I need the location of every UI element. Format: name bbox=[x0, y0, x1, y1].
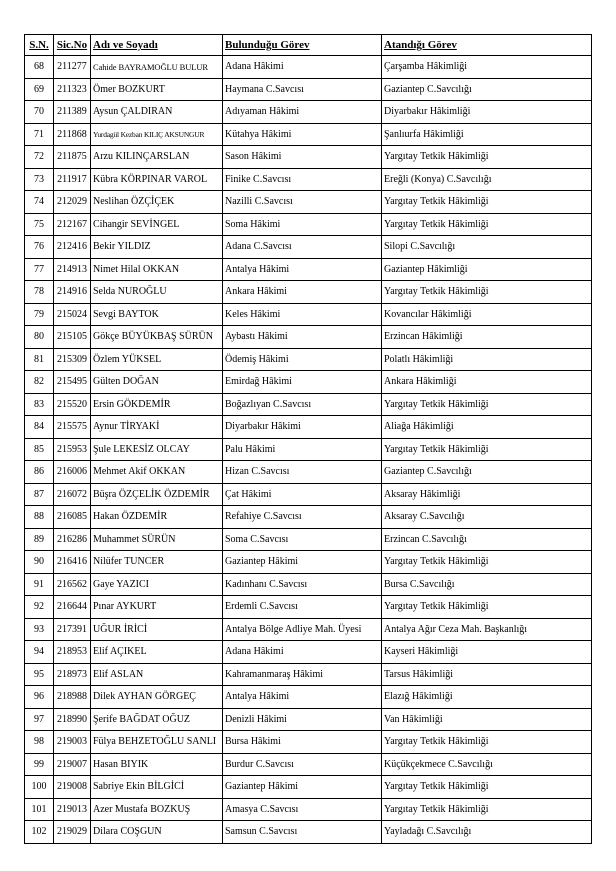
cell-name: Cihangir SEVİNGEL bbox=[91, 213, 223, 236]
table-row bbox=[25, 483, 592, 506]
cell-name: Kübra KÖRPINAR VAROL bbox=[91, 168, 223, 191]
table-body bbox=[25, 56, 592, 844]
cell-assigned-post: Yargıtay Tetkik Hâkimliği bbox=[382, 596, 592, 619]
cell-assigned-post: Yargıtay Tetkik Hâkimliği bbox=[382, 393, 592, 416]
cell-current-post: Gaziantep Hâkimi bbox=[223, 551, 382, 574]
cell-sn: 99 bbox=[25, 753, 54, 776]
cell-sn: 74 bbox=[25, 191, 54, 214]
cell-name: Pınar AYKURT bbox=[91, 596, 223, 619]
cell-current-post: Gaziantep Hâkimi bbox=[223, 776, 382, 799]
cell-current-post: Palu Hâkimi bbox=[223, 438, 382, 461]
cell-assigned-post: Aksaray Hâkimliği bbox=[382, 483, 592, 506]
cell-assigned-post: Yayladağı C.Savcılığı bbox=[382, 821, 592, 844]
cell-assigned-post: Aksaray C.Savcılığı bbox=[382, 506, 592, 529]
cell-name: Gaye YAZICI bbox=[91, 573, 223, 596]
cell-sn: 102 bbox=[25, 821, 54, 844]
cell-sicno: 211868 bbox=[54, 123, 91, 146]
cell-sicno: 218973 bbox=[54, 663, 91, 686]
cell-current-post: Erdemli C.Savcısı bbox=[223, 596, 382, 619]
cell-sn: 89 bbox=[25, 528, 54, 551]
cell-current-post: Bursa Hâkimi bbox=[223, 731, 382, 754]
cell-current-post: Ankara Hâkimi bbox=[223, 281, 382, 304]
cell-assigned-post: Silopi C.Savcılığı bbox=[382, 236, 592, 259]
cell-assigned-post: Gaziantep C.Savcılığı bbox=[382, 461, 592, 484]
table-row bbox=[25, 528, 592, 551]
cell-sicno: 215495 bbox=[54, 371, 91, 394]
cell-current-post: Antalya Hâkimi bbox=[223, 258, 382, 281]
cell-sicno: 219008 bbox=[54, 776, 91, 799]
table-row bbox=[25, 123, 592, 146]
cell-name: Nimet Hilal OKKAN bbox=[91, 258, 223, 281]
table-row bbox=[25, 663, 592, 686]
cell-assigned-post: Yargıtay Tetkik Hâkimliği bbox=[382, 438, 592, 461]
cell-sicno: 216006 bbox=[54, 461, 91, 484]
cell-assigned-post: Polatlı Hâkimliği bbox=[382, 348, 592, 371]
cell-sn: 88 bbox=[25, 506, 54, 529]
cell-assigned-post: Yargıtay Tetkik Hâkimliği bbox=[382, 191, 592, 214]
appointment-table bbox=[24, 34, 592, 844]
cell-sn: 77 bbox=[25, 258, 54, 281]
cell-sn: 85 bbox=[25, 438, 54, 461]
cell-sn: 97 bbox=[25, 708, 54, 731]
cell-sicno: 211917 bbox=[54, 168, 91, 191]
table-row bbox=[25, 798, 592, 821]
cell-sicno: 215953 bbox=[54, 438, 91, 461]
cell-sn: 75 bbox=[25, 213, 54, 236]
cell-sn: 79 bbox=[25, 303, 54, 326]
cell-name: Elif AÇIKEL bbox=[91, 641, 223, 664]
cell-assigned-post: Yargıtay Tetkik Hâkimliği bbox=[382, 213, 592, 236]
table-row bbox=[25, 258, 592, 281]
table-row bbox=[25, 281, 592, 304]
cell-current-post: Hizan C.Savcısı bbox=[223, 461, 382, 484]
cell-sicno: 211389 bbox=[54, 101, 91, 124]
cell-name: Bekir YILDIZ bbox=[91, 236, 223, 259]
cell-name: Mehmet Akif OKKAN bbox=[91, 461, 223, 484]
cell-assigned-post: Erzincan Hâkimliği bbox=[382, 326, 592, 349]
cell-current-post: Samsun C.Savcısı bbox=[223, 821, 382, 844]
cell-sn: 96 bbox=[25, 686, 54, 709]
cell-name: Muhammet SÜRÜN bbox=[91, 528, 223, 551]
table-row bbox=[25, 596, 592, 619]
table-row bbox=[25, 461, 592, 484]
cell-sicno: 216416 bbox=[54, 551, 91, 574]
header-current-post: Bulunduğu Görev bbox=[223, 35, 382, 56]
cell-assigned-post: Antalya Ağır Ceza Mah. Başkanlığı bbox=[382, 618, 592, 641]
cell-sn: 86 bbox=[25, 461, 54, 484]
cell-current-post: Refahiye C.Savcısı bbox=[223, 506, 382, 529]
cell-assigned-post: Gaziantep Hâkimliği bbox=[382, 258, 592, 281]
cell-name: Dilara COŞGUN bbox=[91, 821, 223, 844]
table-row bbox=[25, 731, 592, 754]
cell-sicno: 215575 bbox=[54, 416, 91, 439]
cell-sicno: 218990 bbox=[54, 708, 91, 731]
cell-name: Ömer BOZKURT bbox=[91, 78, 223, 101]
cell-name: Şule LEKESİZ OLCAY bbox=[91, 438, 223, 461]
cell-sicno: 216644 bbox=[54, 596, 91, 619]
cell-name: Elif ASLAN bbox=[91, 663, 223, 686]
cell-sn: 84 bbox=[25, 416, 54, 439]
table-row bbox=[25, 326, 592, 349]
cell-name: Özlem YÜKSEL bbox=[91, 348, 223, 371]
cell-current-post: Boğazlıyan C.Savcısı bbox=[223, 393, 382, 416]
cell-assigned-post: Yargıtay Tetkik Hâkimliği bbox=[382, 776, 592, 799]
cell-sicno: 219029 bbox=[54, 821, 91, 844]
cell-name: Neslihan ÖZÇİÇEK bbox=[91, 191, 223, 214]
cell-sicno: 215520 bbox=[54, 393, 91, 416]
cell-name: Nilüfer TUNCER bbox=[91, 551, 223, 574]
cell-name: Büşra ÖZÇELİK ÖZDEMİR bbox=[91, 483, 223, 506]
cell-assigned-post: Elazığ Hâkimliği bbox=[382, 686, 592, 709]
cell-name: Dilek AYHAN GÖRGEÇ bbox=[91, 686, 223, 709]
cell-current-post: Soma Hâkimi bbox=[223, 213, 382, 236]
table-row bbox=[25, 56, 592, 79]
table-row bbox=[25, 821, 592, 844]
document-page bbox=[24, 34, 591, 844]
table-row bbox=[25, 618, 592, 641]
cell-name: Ersin GÖKDEMİR bbox=[91, 393, 223, 416]
header-name: Adı ve Soyadı bbox=[91, 35, 223, 56]
cell-sn: 69 bbox=[25, 78, 54, 101]
cell-current-post: Antalya Bölge Adliye Mah. Üyesi bbox=[223, 618, 382, 641]
cell-sn: 83 bbox=[25, 393, 54, 416]
cell-name: Sabriye Ekin BİLGİCİ bbox=[91, 776, 223, 799]
table-row bbox=[25, 506, 592, 529]
cell-assigned-post: Erzincan C.Savcılığı bbox=[382, 528, 592, 551]
cell-sicno: 219003 bbox=[54, 731, 91, 754]
table-row bbox=[25, 168, 592, 191]
cell-assigned-post: Kayseri Hâkimliği bbox=[382, 641, 592, 664]
cell-current-post: Nazilli C.Savcısı bbox=[223, 191, 382, 214]
cell-sn: 100 bbox=[25, 776, 54, 799]
cell-assigned-post: Van Hâkimliği bbox=[382, 708, 592, 731]
cell-assigned-post: Aliağa Hâkimliği bbox=[382, 416, 592, 439]
cell-sicno: 217391 bbox=[54, 618, 91, 641]
cell-current-post: Diyarbakır Hâkimi bbox=[223, 416, 382, 439]
cell-assigned-post: Yargıtay Tetkik Hâkimliği bbox=[382, 146, 592, 169]
table-row bbox=[25, 303, 592, 326]
cell-current-post: Kadınhanı C.Savcısı bbox=[223, 573, 382, 596]
cell-sn: 90 bbox=[25, 551, 54, 574]
cell-current-post: Soma C.Savcısı bbox=[223, 528, 382, 551]
cell-current-post: Sason Hâkimi bbox=[223, 146, 382, 169]
table-row bbox=[25, 551, 592, 574]
cell-assigned-post: Bursa C.Savcılığı bbox=[382, 573, 592, 596]
cell-sicno: 216085 bbox=[54, 506, 91, 529]
table-row bbox=[25, 686, 592, 709]
cell-assigned-post: Küçükçekmece C.Savcılığı bbox=[382, 753, 592, 776]
table-row bbox=[25, 101, 592, 124]
cell-sn: 92 bbox=[25, 596, 54, 619]
cell-current-post: Kütahya Hâkimi bbox=[223, 123, 382, 146]
table-row bbox=[25, 573, 592, 596]
cell-assigned-post: Kovancılar Hâkimliği bbox=[382, 303, 592, 326]
cell-sn: 95 bbox=[25, 663, 54, 686]
table-row bbox=[25, 708, 592, 731]
cell-name: Selda NUROĞLU bbox=[91, 281, 223, 304]
cell-sn: 81 bbox=[25, 348, 54, 371]
cell-sicno: 215309 bbox=[54, 348, 91, 371]
cell-name: Sevgi BAYTOK bbox=[91, 303, 223, 326]
header-sicno: Sic.No bbox=[54, 35, 91, 56]
cell-assigned-post: Yargıtay Tetkik Hâkimliği bbox=[382, 281, 592, 304]
cell-current-post: Burdur C.Savcısı bbox=[223, 753, 382, 776]
table-row bbox=[25, 371, 592, 394]
table-row bbox=[25, 348, 592, 371]
cell-sn: 73 bbox=[25, 168, 54, 191]
cell-assigned-post: Tarsus Hâkimliği bbox=[382, 663, 592, 686]
cell-current-post: Ödemiş Hâkimi bbox=[223, 348, 382, 371]
cell-current-post: Haymana C.Savcısı bbox=[223, 78, 382, 101]
cell-sn: 87 bbox=[25, 483, 54, 506]
cell-assigned-post: Diyarbakır Hâkimliği bbox=[382, 101, 592, 124]
cell-name: Gülten DOĞAN bbox=[91, 371, 223, 394]
header-sn: S.N. bbox=[25, 35, 54, 56]
cell-assigned-post: Ereğli (Konya) C.Savcılığı bbox=[382, 168, 592, 191]
cell-sicno: 212416 bbox=[54, 236, 91, 259]
cell-name: Yurdagül Kezban KILIÇ AKSUNGUR bbox=[91, 123, 223, 146]
cell-name: Cahide BAYRAMOĞLU BULUR bbox=[91, 56, 223, 79]
cell-sn: 80 bbox=[25, 326, 54, 349]
cell-sicno: 219013 bbox=[54, 798, 91, 821]
cell-name: Hakan ÖZDEMİR bbox=[91, 506, 223, 529]
table-row bbox=[25, 641, 592, 664]
cell-name: Hasan BIYIK bbox=[91, 753, 223, 776]
cell-sicno: 212029 bbox=[54, 191, 91, 214]
cell-current-post: Denizli Hâkimi bbox=[223, 708, 382, 731]
cell-assigned-post: Yargıtay Tetkik Hâkimliği bbox=[382, 798, 592, 821]
table-row bbox=[25, 393, 592, 416]
cell-name: Aysun ÇALDIRAN bbox=[91, 101, 223, 124]
cell-assigned-post: Yargıtay Tetkik Hâkimliği bbox=[382, 731, 592, 754]
cell-sn: 101 bbox=[25, 798, 54, 821]
cell-sicno: 219007 bbox=[54, 753, 91, 776]
cell-assigned-post: Ankara Hâkimliği bbox=[382, 371, 592, 394]
cell-sicno: 218953 bbox=[54, 641, 91, 664]
cell-current-post: Finike C.Savcısı bbox=[223, 168, 382, 191]
cell-current-post: Amasya C.Savcısı bbox=[223, 798, 382, 821]
cell-sicno: 212167 bbox=[54, 213, 91, 236]
cell-sn: 68 bbox=[25, 56, 54, 79]
cell-sn: 82 bbox=[25, 371, 54, 394]
cell-name: Azer Mustafa BOZKUŞ bbox=[91, 798, 223, 821]
table-row bbox=[25, 753, 592, 776]
cell-sicno: 216072 bbox=[54, 483, 91, 506]
cell-current-post: Adıyaman Hâkimi bbox=[223, 101, 382, 124]
cell-sicno: 216562 bbox=[54, 573, 91, 596]
cell-sicno: 211323 bbox=[54, 78, 91, 101]
cell-current-post: Kahramanmaraş Hâkimi bbox=[223, 663, 382, 686]
cell-assigned-post: Çarşamba Hâkimliği bbox=[382, 56, 592, 79]
cell-name: Fülya BEHZETOĞLU SANLI bbox=[91, 731, 223, 754]
table-row bbox=[25, 146, 592, 169]
cell-sn: 98 bbox=[25, 731, 54, 754]
cell-sn: 72 bbox=[25, 146, 54, 169]
cell-assigned-post: Gaziantep C.Savcılığı bbox=[382, 78, 592, 101]
cell-sicno: 214913 bbox=[54, 258, 91, 281]
cell-sicno: 216286 bbox=[54, 528, 91, 551]
cell-sicno: 211277 bbox=[54, 56, 91, 79]
cell-sn: 76 bbox=[25, 236, 54, 259]
table-row bbox=[25, 438, 592, 461]
cell-name: Şerife BAĞDAT OĞUZ bbox=[91, 708, 223, 731]
cell-sicno: 214916 bbox=[54, 281, 91, 304]
table-row bbox=[25, 236, 592, 259]
table-row bbox=[25, 191, 592, 214]
cell-current-post: Aybastı Hâkimi bbox=[223, 326, 382, 349]
cell-sn: 78 bbox=[25, 281, 54, 304]
cell-sicno: 215105 bbox=[54, 326, 91, 349]
header-assigned-post: Atandığı Görev bbox=[382, 35, 592, 56]
cell-current-post: Antalya Hâkimi bbox=[223, 686, 382, 709]
cell-name: Arzu KILINÇARSLAN bbox=[91, 146, 223, 169]
table-row bbox=[25, 213, 592, 236]
cell-sicno: 218988 bbox=[54, 686, 91, 709]
cell-sn: 93 bbox=[25, 618, 54, 641]
cell-assigned-post: Şanlıurfa Hâkimliği bbox=[382, 123, 592, 146]
cell-sn: 71 bbox=[25, 123, 54, 146]
cell-sn: 91 bbox=[25, 573, 54, 596]
cell-current-post: Çat Hâkimi bbox=[223, 483, 382, 506]
table-header-row bbox=[25, 35, 592, 56]
cell-current-post: Adana Hâkimi bbox=[223, 56, 382, 79]
cell-current-post: Emirdağ Hâkimi bbox=[223, 371, 382, 394]
cell-assigned-post: Yargıtay Tetkik Hâkimliği bbox=[382, 551, 592, 574]
table-row bbox=[25, 776, 592, 799]
cell-current-post: Keles Hâkimi bbox=[223, 303, 382, 326]
cell-name: UĞUR İRİCİ bbox=[91, 618, 223, 641]
cell-sicno: 211875 bbox=[54, 146, 91, 169]
table-row bbox=[25, 416, 592, 439]
cell-current-post: Adana C.Savcısı bbox=[223, 236, 382, 259]
cell-name: Gökçe BÜYÜKBAŞ SÜRÜN bbox=[91, 326, 223, 349]
cell-sn: 70 bbox=[25, 101, 54, 124]
cell-name: Aynur TİRYAKİ bbox=[91, 416, 223, 439]
cell-sicno: 215024 bbox=[54, 303, 91, 326]
cell-current-post: Adana Hâkimi bbox=[223, 641, 382, 664]
cell-sn: 94 bbox=[25, 641, 54, 664]
table-row bbox=[25, 78, 592, 101]
